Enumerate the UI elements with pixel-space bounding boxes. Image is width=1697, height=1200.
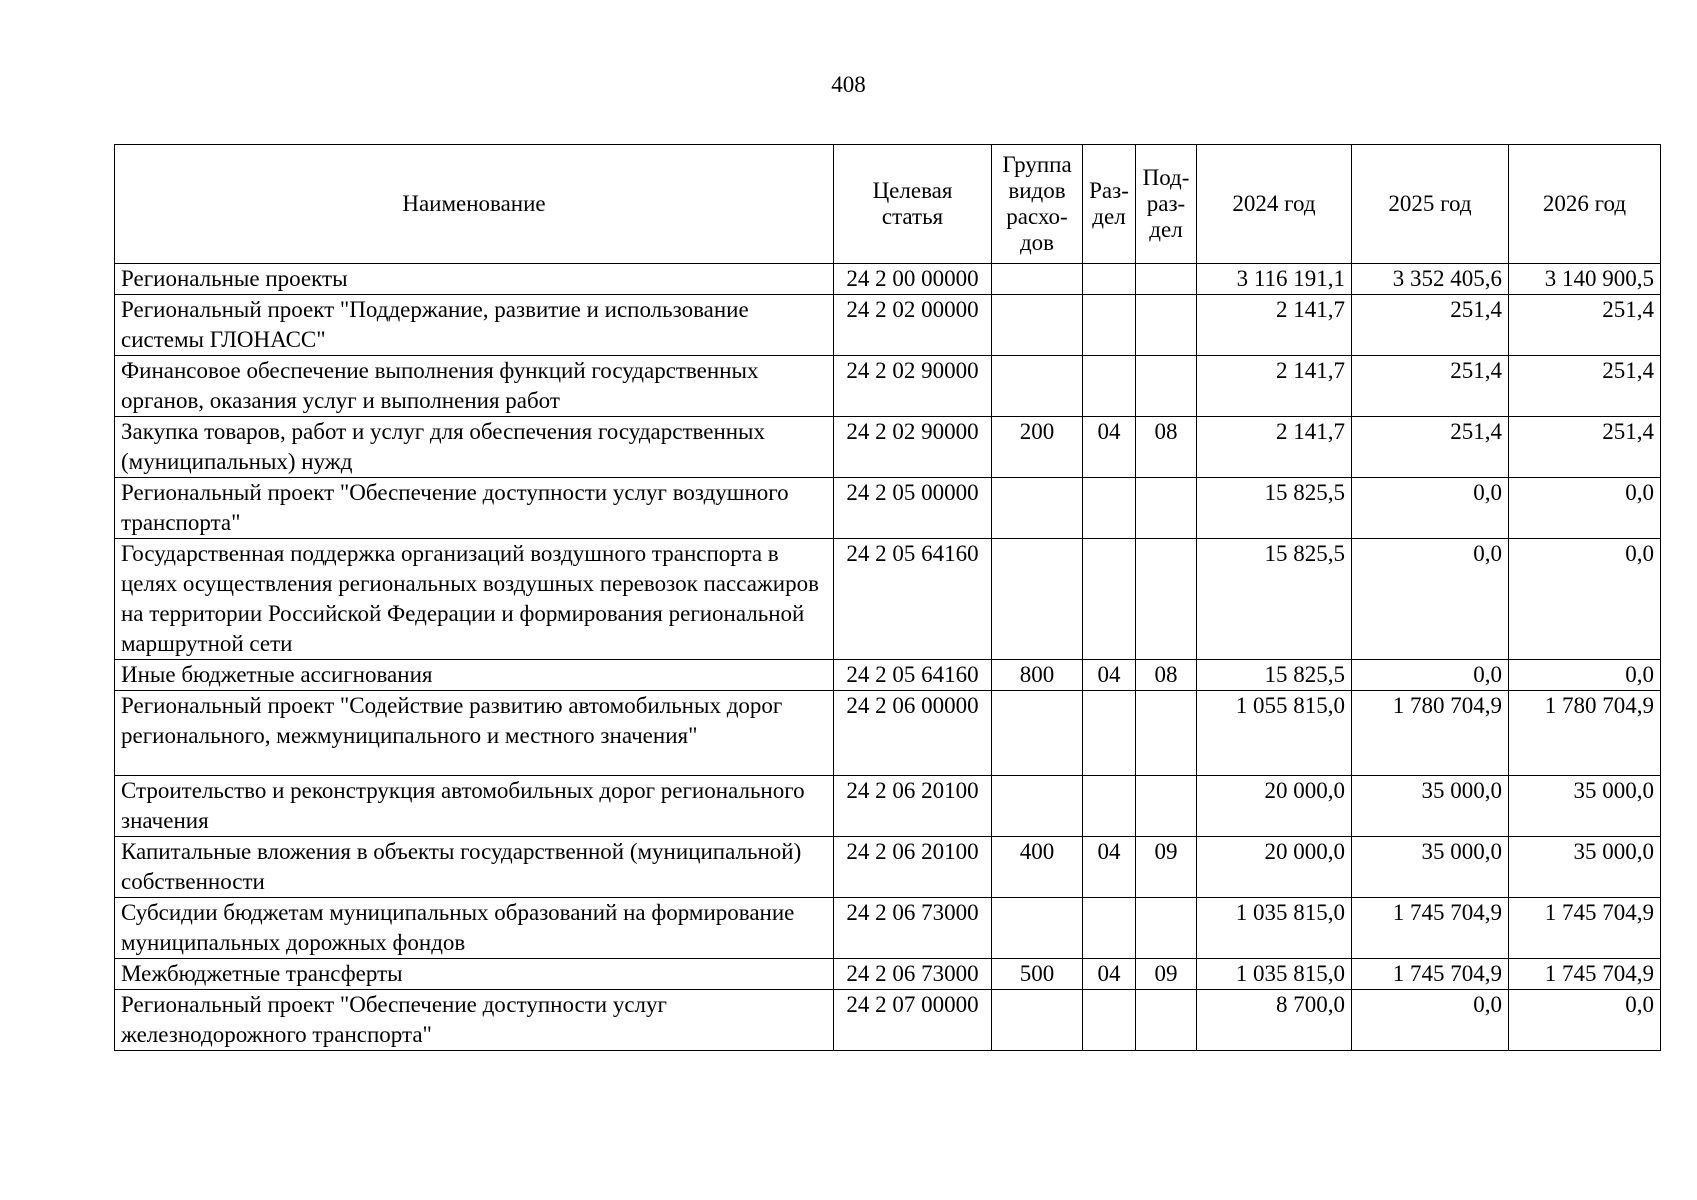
row-section [1083, 295, 1136, 356]
row-value-2026: 1 780 704,9 [1509, 691, 1661, 776]
row-expense-group [992, 539, 1083, 660]
row-value-2024: 2 141,7 [1197, 417, 1352, 478]
table-row [115, 539, 1661, 660]
row-target-article: 24 2 06 20100 [834, 776, 992, 837]
row-name: Региональный проект "Обеспечение доступности услуг воздушного транспорта" [115, 478, 834, 539]
row-value-2025: 0,0 [1352, 478, 1509, 539]
row-section: 04 [1083, 959, 1136, 990]
table-row [115, 898, 1661, 959]
row-subsection [1136, 898, 1197, 959]
row-target-article: 24 2 07 00000 [834, 990, 992, 1051]
row-section [1083, 776, 1136, 837]
table-row [115, 990, 1661, 1051]
row-subsection: 09 [1136, 837, 1197, 898]
row-value-2026: 0,0 [1509, 990, 1661, 1051]
row-subsection [1136, 776, 1197, 837]
row-expense-group [992, 776, 1083, 837]
row-value-2025: 1 745 704,9 [1352, 898, 1509, 959]
row-name: Строительство и реконструкция автомобильных дорог регионального значения [115, 776, 834, 837]
row-expense-group [992, 264, 1083, 295]
budget-table [114, 144, 1661, 1051]
row-value-2026: 1 745 704,9 [1509, 959, 1661, 990]
table-row [115, 356, 1661, 417]
header-expense-group: Группа видов расхо-дов [992, 145, 1083, 264]
header-year-2024: 2024 год [1197, 145, 1352, 264]
row-value-2024: 8 700,0 [1197, 990, 1352, 1051]
row-value-2026: 251,4 [1509, 417, 1661, 478]
row-value-2024: 20 000,0 [1197, 776, 1352, 837]
row-value-2026: 1 745 704,9 [1509, 898, 1661, 959]
row-target-article: 24 2 06 73000 [834, 898, 992, 959]
row-value-2024: 2 141,7 [1197, 295, 1352, 356]
table-row [115, 264, 1661, 295]
row-expense-group: 400 [992, 837, 1083, 898]
row-section [1083, 264, 1136, 295]
header-subsection: Под-раз-дел [1136, 145, 1197, 264]
row-value-2026: 0,0 [1509, 478, 1661, 539]
row-target-article: 24 2 06 20100 [834, 837, 992, 898]
header-year-2025: 2025 год [1352, 145, 1509, 264]
row-value-2024: 15 825,5 [1197, 478, 1352, 539]
header-section: Раз-дел [1083, 145, 1136, 264]
row-value-2025: 0,0 [1352, 990, 1509, 1051]
row-expense-group [992, 356, 1083, 417]
header-name: Наименование [115, 145, 834, 264]
row-expense-group [992, 478, 1083, 539]
row-subsection [1136, 478, 1197, 539]
row-name: Финансовое обеспечение выполнения функций государственных органов, оказания услуг и выполнения работ [115, 356, 834, 417]
row-subsection [1136, 264, 1197, 295]
row-expense-group: 200 [992, 417, 1083, 478]
row-name: Региональный проект "Поддержание, развитие и использование системы ГЛОНАСС" [115, 295, 834, 356]
table-row [115, 660, 1661, 691]
row-value-2025: 0,0 [1352, 660, 1509, 691]
row-section: 04 [1083, 837, 1136, 898]
row-target-article: 24 2 02 90000 [834, 417, 992, 478]
row-section [1083, 691, 1136, 776]
header-target-article: Целевая статья [834, 145, 992, 264]
row-subsection [1136, 356, 1197, 417]
row-value-2024: 3 116 191,1 [1197, 264, 1352, 295]
row-target-article: 24 2 00 00000 [834, 264, 992, 295]
row-value-2025: 35 000,0 [1352, 776, 1509, 837]
row-value-2024: 20 000,0 [1197, 837, 1352, 898]
row-expense-group [992, 990, 1083, 1051]
row-expense-group: 500 [992, 959, 1083, 990]
table-row [115, 691, 1661, 776]
row-value-2025: 1 745 704,9 [1352, 959, 1509, 990]
row-value-2026: 251,4 [1509, 356, 1661, 417]
table-row [115, 776, 1661, 837]
row-value-2026: 35 000,0 [1509, 837, 1661, 898]
row-value-2024: 1 035 815,0 [1197, 959, 1352, 990]
row-value-2024: 1 035 815,0 [1197, 898, 1352, 959]
row-target-article: 24 2 02 90000 [834, 356, 992, 417]
row-subsection [1136, 295, 1197, 356]
table-row [115, 478, 1661, 539]
row-value-2024: 15 825,5 [1197, 660, 1352, 691]
row-value-2025: 251,4 [1352, 356, 1509, 417]
row-target-article: 24 2 05 64160 [834, 660, 992, 691]
row-section [1083, 539, 1136, 660]
row-section: 04 [1083, 417, 1136, 478]
row-expense-group [992, 898, 1083, 959]
table-header-row [115, 145, 1661, 264]
row-name: Субсидии бюджетам муниципальных образований на формирование муниципальных дорожных фондов [115, 898, 834, 959]
row-target-article: 24 2 06 73000 [834, 959, 992, 990]
row-name: Региональные проекты [115, 264, 834, 295]
row-section [1083, 898, 1136, 959]
row-subsection: 08 [1136, 417, 1197, 478]
table-row [115, 417, 1661, 478]
row-name: Региональный проект "Содействие развитию автомобильных дорог регионального, межмуниципального и местного значения" [115, 691, 834, 776]
row-target-article: 24 2 05 00000 [834, 478, 992, 539]
row-value-2026: 251,4 [1509, 295, 1661, 356]
row-subsection: 09 [1136, 959, 1197, 990]
row-value-2025: 3 352 405,6 [1352, 264, 1509, 295]
row-name: Государственная поддержка организаций воздушного транспорта в целях осуществления региональных воздушных перевозок пассажиров на территории Российской Федерации и формирования региональной маршрутной сети [115, 539, 834, 660]
row-value-2025: 35 000,0 [1352, 837, 1509, 898]
row-expense-group [992, 691, 1083, 776]
row-subsection: 08 [1136, 660, 1197, 691]
row-subsection [1136, 539, 1197, 660]
row-value-2024: 15 825,5 [1197, 539, 1352, 660]
row-target-article: 24 2 05 64160 [834, 539, 992, 660]
table-row [115, 295, 1661, 356]
row-expense-group [992, 295, 1083, 356]
row-value-2025: 251,4 [1352, 417, 1509, 478]
row-section: 04 [1083, 660, 1136, 691]
table-body [115, 264, 1661, 1051]
row-target-article: 24 2 02 00000 [834, 295, 992, 356]
row-value-2026: 0,0 [1509, 539, 1661, 660]
row-value-2024: 1 055 815,0 [1197, 691, 1352, 776]
row-value-2024: 2 141,7 [1197, 356, 1352, 417]
row-name: Закупка товаров, работ и услуг для обеспечения государственных (муниципальных) нужд [115, 417, 834, 478]
row-value-2026: 3 140 900,5 [1509, 264, 1661, 295]
row-name: Капитальные вложения в объекты государственной (муниципальной) собственности [115, 837, 834, 898]
row-value-2025: 0,0 [1352, 539, 1509, 660]
row-value-2026: 35 000,0 [1509, 776, 1661, 837]
row-subsection [1136, 691, 1197, 776]
table-row [115, 959, 1661, 990]
header-year-2026: 2026 год [1509, 145, 1661, 264]
page-number: 408 [831, 72, 866, 97]
row-value-2025: 251,4 [1352, 295, 1509, 356]
row-section [1083, 356, 1136, 417]
row-value-2025: 1 780 704,9 [1352, 691, 1509, 776]
row-section [1083, 478, 1136, 539]
row-expense-group: 800 [992, 660, 1083, 691]
row-subsection [1136, 990, 1197, 1051]
row-name: Иные бюджетные ассигнования [115, 660, 834, 691]
row-name: Региональный проект "Обеспечение доступности услуг железнодорожного транспорта" [115, 990, 834, 1051]
row-value-2026: 0,0 [1509, 660, 1661, 691]
table-row [115, 837, 1661, 898]
row-target-article: 24 2 06 00000 [834, 691, 992, 776]
row-name: Межбюджетные трансферты [115, 959, 834, 990]
row-section [1083, 990, 1136, 1051]
